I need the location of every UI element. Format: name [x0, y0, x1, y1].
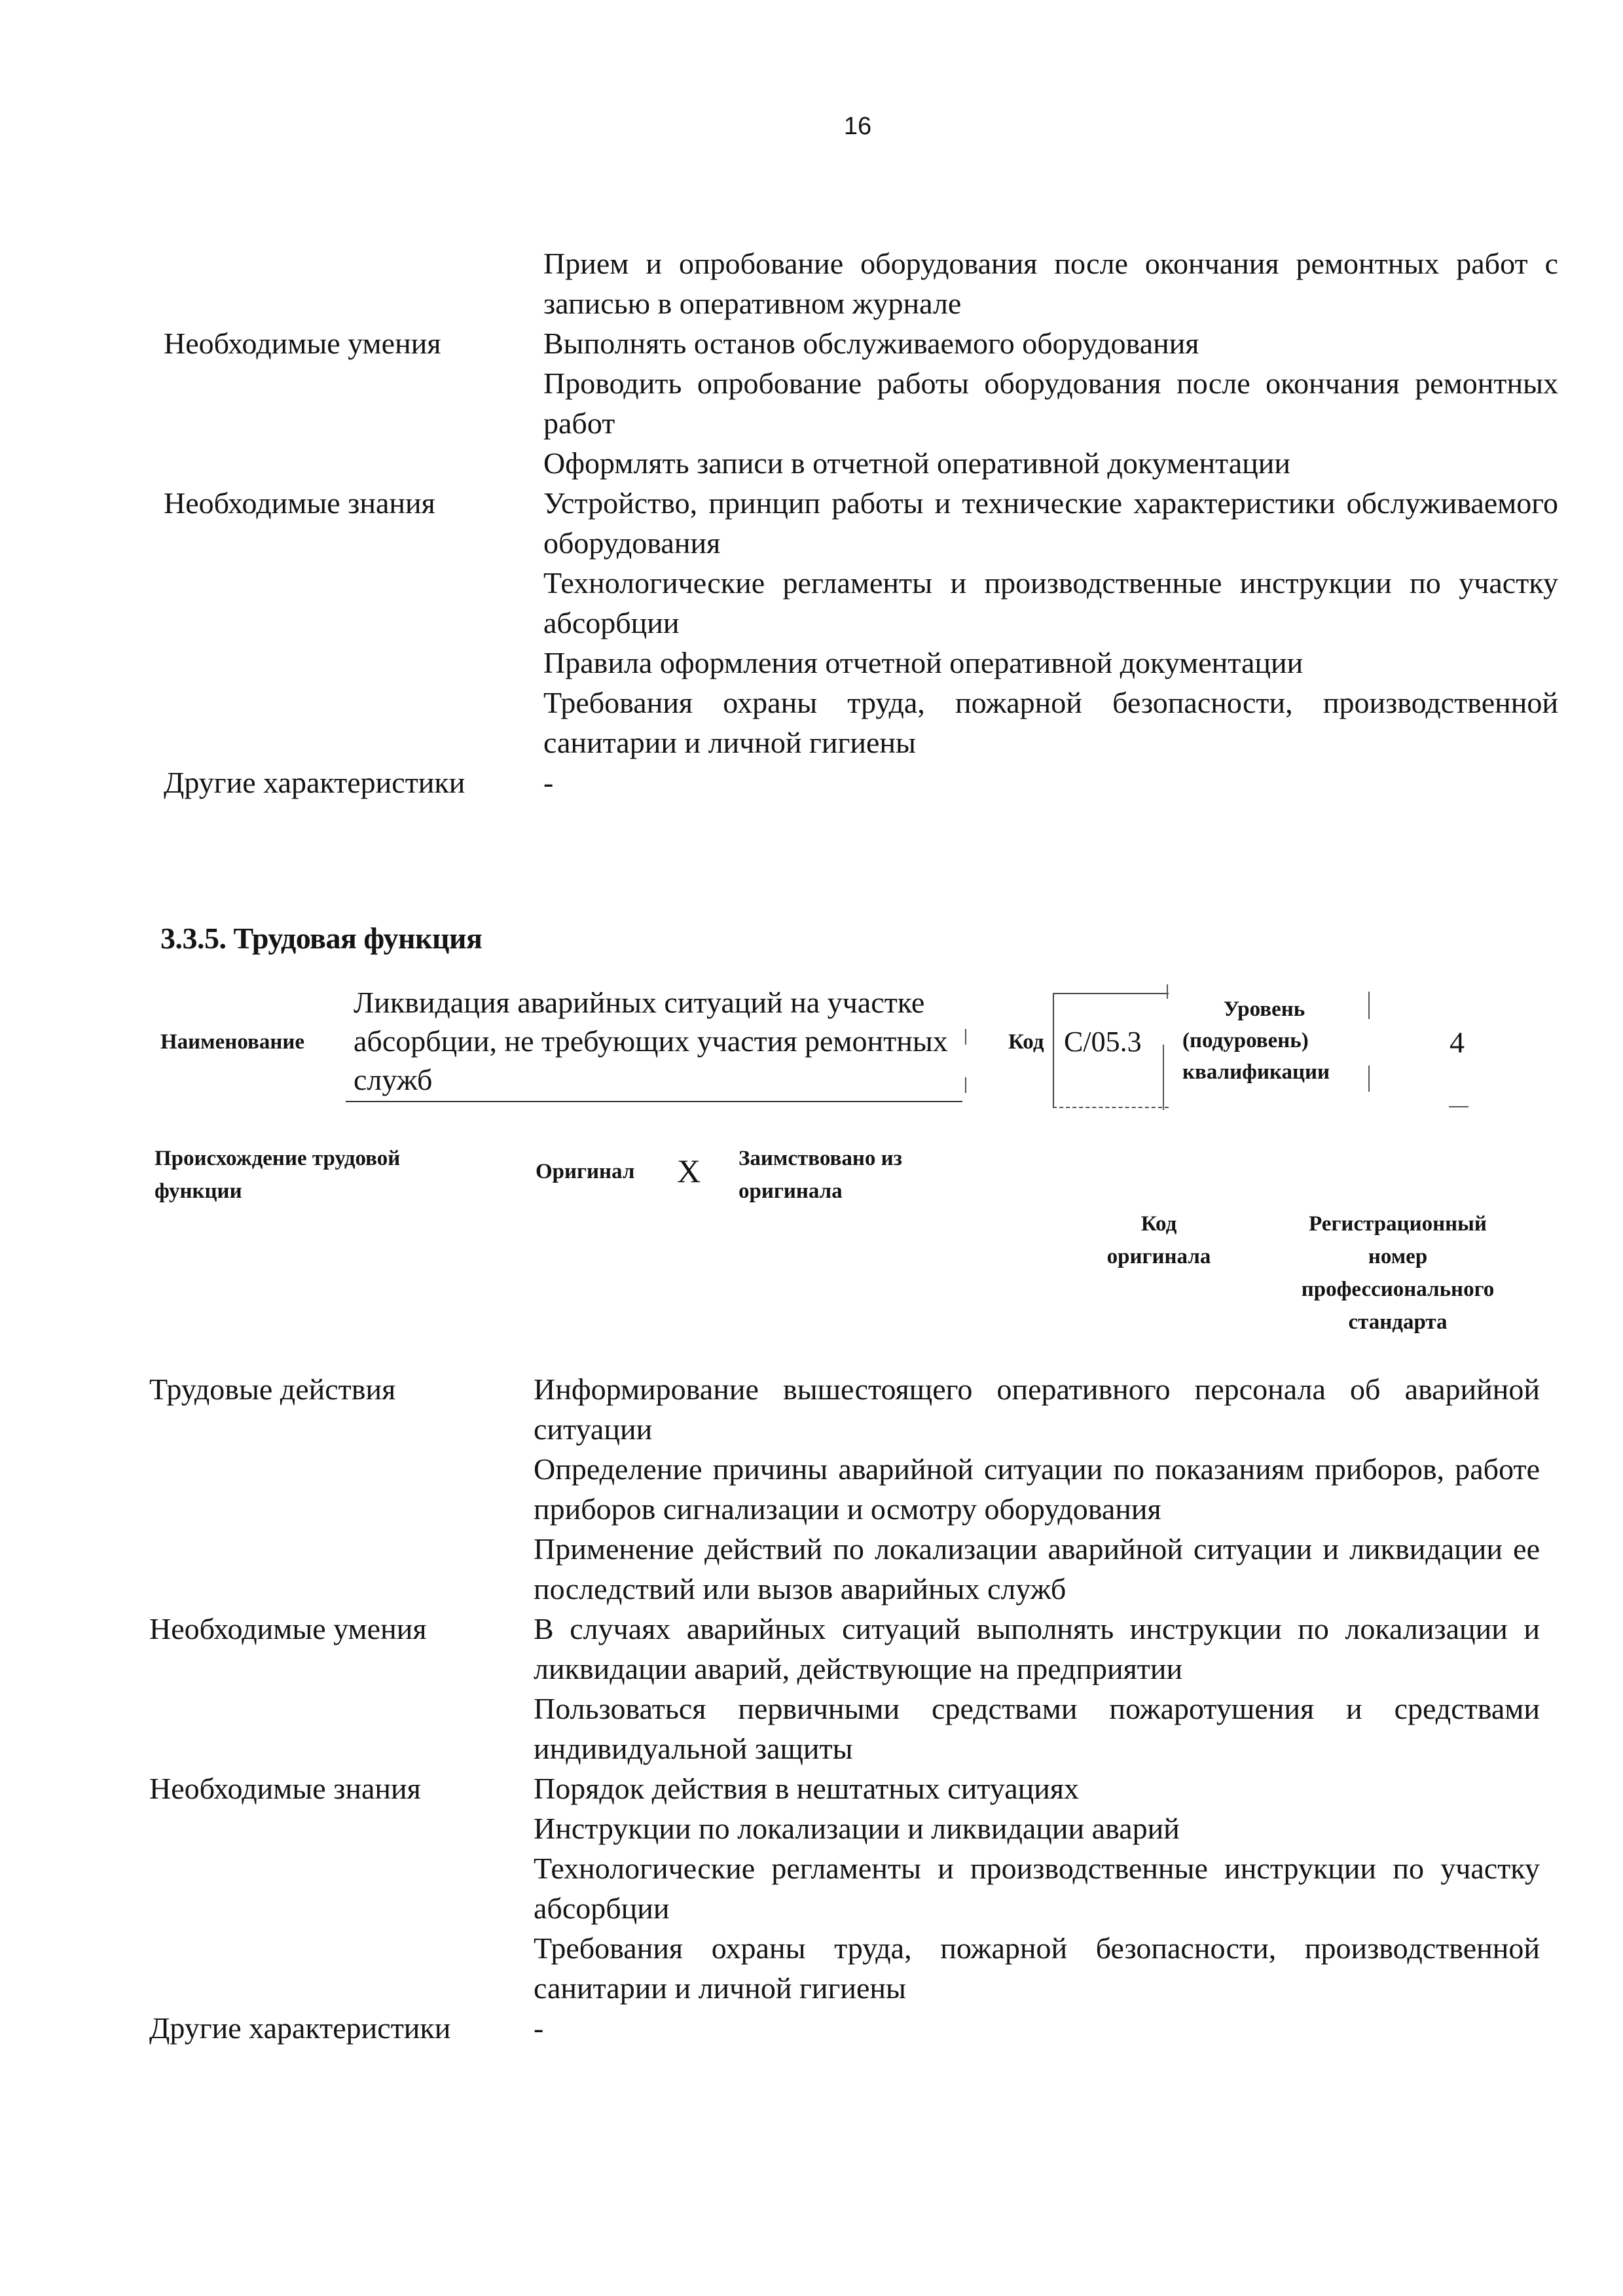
table-row — [149, 1768, 1540, 2008]
original-mark: X — [677, 1153, 701, 1189]
borrowed-label — [739, 1142, 902, 1208]
name-label: Наименование — [160, 1030, 304, 1054]
level-underline — [1449, 1106, 1468, 1107]
row-label: Трудовые действия — [149, 1372, 396, 1406]
table-row — [149, 2008, 1540, 2048]
level-label-line: квалификации — [1182, 1060, 1330, 1084]
bottom-section-table — [149, 1369, 1540, 2048]
row-items — [534, 1609, 1540, 1768]
name-underline — [346, 1101, 962, 1102]
row-items — [534, 1768, 1540, 2008]
reg-label-line: Регистрационный — [1309, 1212, 1487, 1236]
list-item: - — [534, 2011, 544, 2045]
list-item: Правила оформления отчетной оперативной документации — [543, 646, 1304, 679]
code-label-line: оригинала — [1106, 1245, 1211, 1268]
list-item: Информирование вышестоящего оперативного персонала об аварийной ситуации — [534, 1372, 1540, 1446]
level-label-line: Уровень — [1223, 997, 1305, 1021]
level-label-line: (подуровень) — [1182, 1029, 1309, 1052]
origin-label-line: Происхождение трудовой — [155, 1147, 401, 1170]
list-item: В случаях аварийных ситуаций выполнять инструкции по локализации и ликвидации аварий, действующие на предприятии — [534, 1612, 1540, 1685]
row-items — [534, 2008, 1540, 2048]
table-row — [164, 323, 1558, 483]
borrowed-label-line: Заимствовано из — [739, 1147, 902, 1170]
row-items — [543, 762, 1558, 802]
origin-label-line: функции — [155, 1179, 242, 1203]
original-label: Оригинал — [536, 1160, 635, 1183]
cell-divider — [1368, 992, 1370, 1019]
list-item: Определение причины аварийной ситуации по показаниям приборов, работе приборов сигнализации и осмотру оборудования — [534, 1452, 1540, 1526]
table-row — [164, 762, 1558, 802]
reg-label-line: стандарта — [1348, 1310, 1448, 1334]
list-item: Выполнять останов обслуживаемого оборудования — [543, 327, 1199, 360]
list-item: Оформлять записи в отчетной оперативной документации — [543, 446, 1290, 480]
table-row — [164, 243, 1558, 323]
row-label: Другие характеристики — [149, 2011, 451, 2045]
list-item: Порядок действия в нештатных ситуациях — [534, 1772, 1080, 1805]
list-item: Инструкции по локализации и ликвидации аварий — [534, 1812, 1180, 1845]
row-items — [534, 1369, 1540, 1609]
cell-divider — [965, 1029, 966, 1045]
row-items — [543, 483, 1558, 762]
row-items — [543, 323, 1558, 483]
list-item: Требования охраны труда, пожарной безопасности, производственной санитарии и личной гигиены — [543, 686, 1558, 759]
section-title: 3.3.5. Трудовая функция — [160, 922, 483, 955]
origin-label — [155, 1142, 400, 1208]
table-row — [164, 483, 1558, 762]
row-label: Другие характеристики — [164, 766, 465, 799]
list-item: Применение действий по локализации аварийной ситуации и ликвидации ее последствий или вызов аварийных служб — [534, 1532, 1540, 1605]
original-code-label — [1087, 1208, 1231, 1273]
cell-divider — [965, 1077, 966, 1093]
row-label: Необходимые умения — [149, 1612, 427, 1645]
code-label-line: Код — [1140, 1212, 1177, 1236]
list-item: Технологические регламенты и производственные инструкции по участку абсорбции — [534, 1852, 1540, 1925]
row-label: Необходимые знания — [164, 486, 435, 520]
row-label: Необходимые умения — [164, 327, 441, 360]
top-section-table — [164, 243, 1558, 802]
qualification-level-label — [1182, 994, 1346, 1088]
qualification-level-value: 4 — [1450, 1026, 1465, 1059]
function-name: Ликвидация аварийных ситуаций на участке абсорбции, не требующих участия ремонтных служб — [354, 986, 948, 1096]
reg-label-line: номер — [1368, 1245, 1428, 1268]
function-code: C/05.3 — [1064, 1026, 1142, 1058]
borrowed-label-line: оригинала — [739, 1179, 843, 1203]
registration-number-label — [1270, 1208, 1525, 1338]
list-item: Проводить опробование работы оборудования после окончания ремонтных работ — [543, 367, 1558, 440]
list-item: Технологические регламенты и производственные инструкции по участку абсорбции — [543, 566, 1558, 639]
list-item: Устройство, принцип работы и технические характеристики обслуживаемого оборудования — [543, 486, 1558, 560]
table-row — [149, 1369, 1540, 1609]
row-items — [543, 243, 1558, 323]
row-label: Необходимые знания — [149, 1772, 421, 1805]
cell-divider — [1368, 1066, 1370, 1092]
list-item: Требования охраны труда, пожарной безопасности, производственной санитарии и личной гигиены — [534, 1931, 1540, 2005]
list-item: Прием и опробование оборудования после окончания ремонтных работ с записью в оперативном журнале — [543, 247, 1558, 320]
list-item: Пользоваться первичными средствами пожаротушения и средствами индивидуальной защиты — [534, 1692, 1540, 1765]
cell-divider — [1167, 984, 1168, 999]
table-row — [149, 1609, 1540, 1768]
code-label: Код — [1008, 1030, 1044, 1054]
page-number: 16 — [843, 113, 872, 140]
list-item: - — [543, 766, 554, 799]
cell-divider — [1163, 1045, 1164, 1110]
reg-label-line: профессионального — [1301, 1278, 1495, 1301]
